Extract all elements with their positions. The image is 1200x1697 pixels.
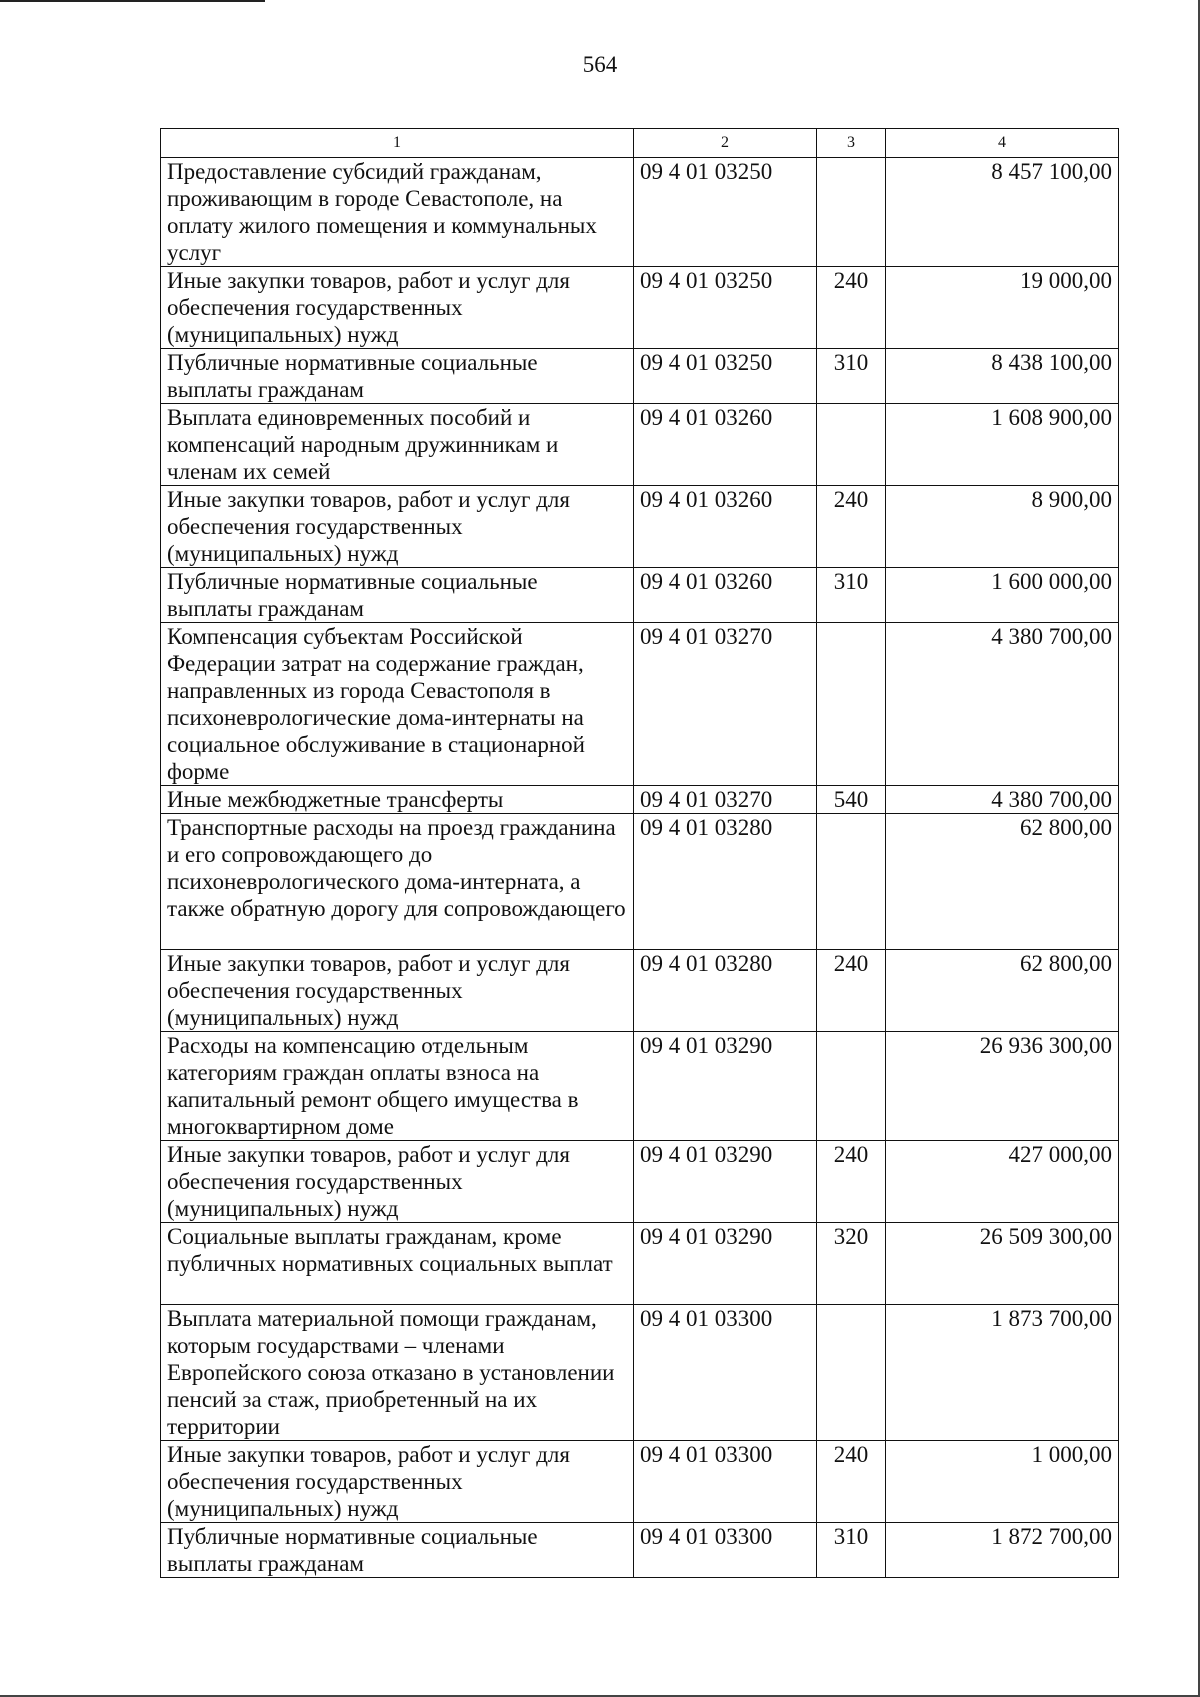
cell-sum: 1 600 000,00 bbox=[886, 568, 1119, 623]
table-row bbox=[161, 349, 1119, 404]
table-row bbox=[161, 1141, 1119, 1223]
cell-code: 09 4 01 03270 bbox=[634, 786, 817, 814]
cell-name: Предоставление субсидий гражданам, проживающим в городе Севастополе, на оплату жилого помещения и коммунальных услуг bbox=[161, 158, 634, 267]
cell-code: 09 4 01 03290 bbox=[634, 1032, 817, 1141]
cell-code: 09 4 01 03300 bbox=[634, 1441, 817, 1523]
cell-sum: 1 873 700,00 bbox=[886, 1305, 1119, 1441]
cell-code: 09 4 01 03300 bbox=[634, 1523, 817, 1578]
cell-sum: 8 457 100,00 bbox=[886, 158, 1119, 267]
cell-sum: 8 438 100,00 bbox=[886, 349, 1119, 404]
cell-type: 240 bbox=[817, 1441, 886, 1523]
table-row bbox=[161, 568, 1119, 623]
cell-sum: 26 936 300,00 bbox=[886, 1032, 1119, 1141]
cell-type bbox=[817, 158, 886, 267]
cell-sum: 8 900,00 bbox=[886, 486, 1119, 568]
cell-type bbox=[817, 404, 886, 486]
table-row bbox=[161, 1223, 1119, 1305]
table-row bbox=[161, 1523, 1119, 1578]
cell-code: 09 4 01 03290 bbox=[634, 1223, 817, 1305]
column-header: 2 bbox=[634, 129, 817, 158]
cell-type bbox=[817, 1305, 886, 1441]
cell-code: 09 4 01 03260 bbox=[634, 568, 817, 623]
cell-sum: 1 872 700,00 bbox=[886, 1523, 1119, 1578]
cell-type bbox=[817, 623, 886, 786]
cell-code: 09 4 01 03250 bbox=[634, 158, 817, 267]
cell-sum: 4 380 700,00 bbox=[886, 623, 1119, 786]
table-row bbox=[161, 814, 1119, 950]
cell-code: 09 4 01 03260 bbox=[634, 486, 817, 568]
cell-type: 310 bbox=[817, 1523, 886, 1578]
cell-code: 09 4 01 03260 bbox=[634, 404, 817, 486]
page-number: 564 bbox=[582, 52, 618, 77]
table-row bbox=[161, 267, 1119, 349]
cell-sum: 1 000,00 bbox=[886, 1441, 1119, 1523]
cell-name: Иные закупки товаров, работ и услуг для обеспечения государственных (муниципальных) нужд bbox=[161, 950, 634, 1032]
table-row bbox=[161, 486, 1119, 568]
cell-name: Иные закупки товаров, работ и услуг для обеспечения государственных (муниципальных) нужд bbox=[161, 1441, 634, 1523]
cell-name: Расходы на компенсацию отдельным категориям граждан оплаты взноса на капитальный ремонт общего имущества в многоквартирном доме bbox=[161, 1032, 634, 1141]
cell-name: Иные межбюджетные трансферты bbox=[161, 786, 634, 814]
table-row bbox=[161, 404, 1119, 486]
cell-type bbox=[817, 814, 886, 950]
cell-code: 09 4 01 03250 bbox=[634, 267, 817, 349]
cell-name: Публичные нормативные социальные выплаты гражданам bbox=[161, 568, 634, 623]
cell-type: 240 bbox=[817, 950, 886, 1032]
cell-code: 09 4 01 03270 bbox=[634, 623, 817, 786]
column-header: 4 bbox=[886, 129, 1119, 158]
cell-sum: 19 000,00 bbox=[886, 267, 1119, 349]
cell-sum: 26 509 300,00 bbox=[886, 1223, 1119, 1305]
cell-name: Компенсация субъектам Российской Федерации затрат на содержание граждан, направленных из города Севастополя в психоневрологические дома-интернаты на социальное обслуживание в стационарной форме bbox=[161, 623, 634, 786]
cell-type: 240 bbox=[817, 267, 886, 349]
cell-name: Иные закупки товаров, работ и услуг для обеспечения государственных (муниципальных) нужд bbox=[161, 486, 634, 568]
table-row bbox=[161, 950, 1119, 1032]
cell-code: 09 4 01 03280 bbox=[634, 950, 817, 1032]
column-header: 1 bbox=[161, 129, 634, 158]
table-row bbox=[161, 623, 1119, 786]
cell-name: Социальные выплаты гражданам, кроме публичных нормативных социальных выплат bbox=[161, 1223, 634, 1305]
cell-sum: 62 800,00 bbox=[886, 814, 1119, 950]
table-row bbox=[161, 158, 1119, 267]
scan-edge-line bbox=[0, 0, 265, 2]
cell-type: 540 bbox=[817, 786, 886, 814]
cell-sum: 4 380 700,00 bbox=[886, 786, 1119, 814]
table-row bbox=[161, 1441, 1119, 1523]
cell-sum: 1 608 900,00 bbox=[886, 404, 1119, 486]
cell-name: Публичные нормативные социальные выплаты гражданам bbox=[161, 349, 634, 404]
cell-name: Иные закупки товаров, работ и услуг для обеспечения государственных (муниципальных) нужд bbox=[161, 1141, 634, 1223]
cell-type bbox=[817, 1032, 886, 1141]
cell-type: 240 bbox=[817, 486, 886, 568]
cell-sum: 62 800,00 bbox=[886, 950, 1119, 1032]
cell-type: 240 bbox=[817, 1141, 886, 1223]
budget-table bbox=[160, 128, 1119, 1578]
table-row bbox=[161, 786, 1119, 814]
header-row bbox=[161, 129, 1119, 158]
cell-name: Выплата единовременных пособий и компенсаций народным дружинникам и членам их семей bbox=[161, 404, 634, 486]
cell-code: 09 4 01 03250 bbox=[634, 349, 817, 404]
cell-type: 310 bbox=[817, 568, 886, 623]
cell-name: Иные закупки товаров, работ и услуг для обеспечения государственных (муниципальных) нужд bbox=[161, 267, 634, 349]
table-row bbox=[161, 1032, 1119, 1141]
column-header: 3 bbox=[817, 129, 886, 158]
cell-type: 320 bbox=[817, 1223, 886, 1305]
table-row bbox=[161, 1305, 1119, 1441]
table-body bbox=[161, 158, 1119, 1578]
cell-code: 09 4 01 03280 bbox=[634, 814, 817, 950]
cell-name: Транспортные расходы на проезд гражданина и его сопровождающего до психоневрологического дома-интерната, а также обратную дорогу для сопровождающего bbox=[161, 814, 634, 950]
cell-name: Выплата материальной помощи гражданам, которым государствами – членами Европейского союза отказано в установлении пенсий за стаж, приобретенный на их территории bbox=[161, 1305, 634, 1441]
cell-name: Публичные нормативные социальные выплаты гражданам bbox=[161, 1523, 634, 1578]
cell-code: 09 4 01 03290 bbox=[634, 1141, 817, 1223]
cell-type: 310 bbox=[817, 349, 886, 404]
cell-code: 09 4 01 03300 bbox=[634, 1305, 817, 1441]
cell-sum: 427 000,00 bbox=[886, 1141, 1119, 1223]
